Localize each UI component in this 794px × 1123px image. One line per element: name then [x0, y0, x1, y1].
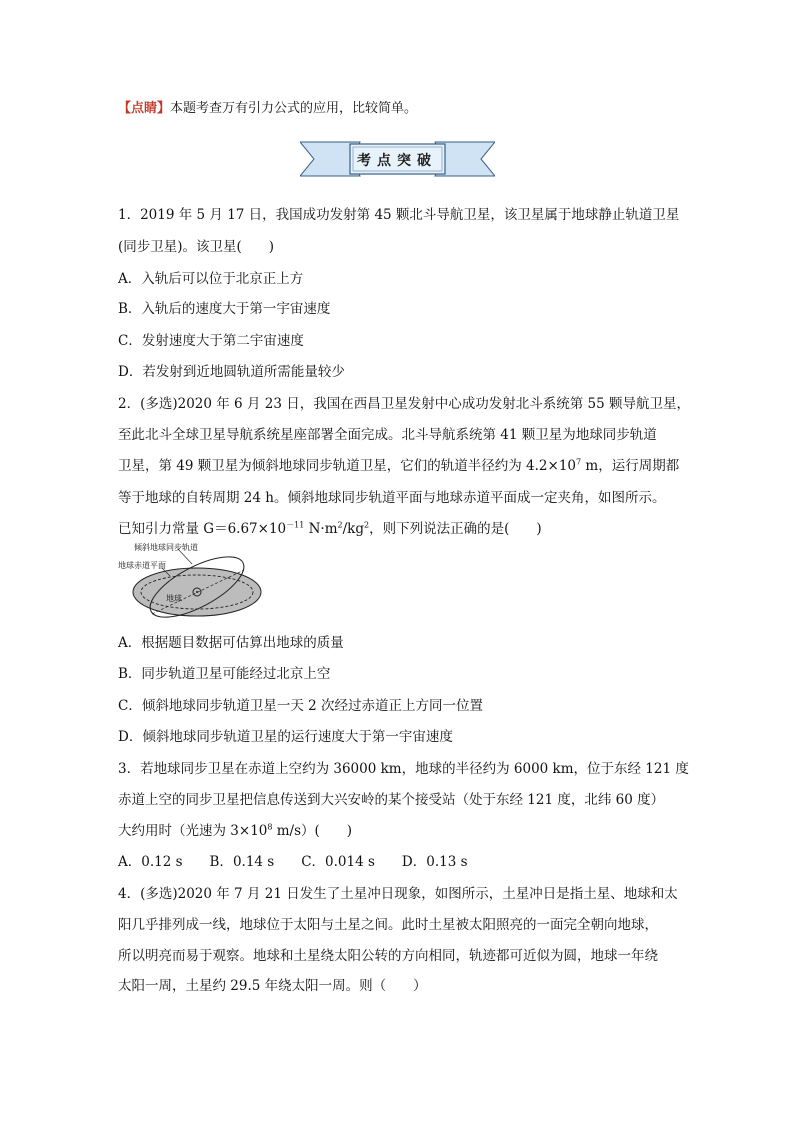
q2-line-5-text-c: /kg	[342, 521, 364, 537]
q3-exponent-8: 8	[267, 822, 273, 832]
q1-option-b: B．入轨后的速度大于第一宇宙速度	[118, 301, 331, 317]
q2-option-b: B．同步轨道卫星可能经过北京上空	[118, 666, 331, 682]
q4-line-1: 4．(多选)2020 年 7 月 21 日发生了土星冲日现象，如图所示，土星冲日是指土星、地球和太	[118, 886, 678, 902]
comment-note	[118, 100, 417, 118]
q2-exponent-kg2: 2	[363, 520, 370, 530]
q2-line-5-text-b: N·m	[304, 521, 338, 537]
q3-line-3-text-b: m/s）( )	[272, 823, 353, 839]
label-inclined-orbit: 倾斜地球同步轨道	[134, 543, 198, 552]
orbit-diagram	[118, 540, 276, 630]
q3-line-3-text-a: 大约用时（光速为 3×10	[118, 823, 268, 839]
q2-option-d: D．倾斜地球同步轨道卫星的运行速度大于第一宇宙速度	[118, 729, 453, 745]
q2-line-3-text-a: 卫星，第 49 颗卫星为倾斜地球同步轨道卫星，它们的轨道半径约为 4.2×10	[118, 458, 577, 474]
q4-line-2: 阳几乎排列成一线，地球位于太阳与土星之间。此时土星被太阳照亮的一面完全朝向地球，	[118, 917, 658, 933]
q3-line-1: 3．若地球同步卫星在赤道上空约为 36000 km，地球的半径约为 6000 km，位于东经 121 度	[118, 761, 689, 777]
q4-line-4: 太阳一周，土星约 29.5 年绕太阳一周。则（ ）	[118, 978, 427, 994]
q2-line-5-text-d: ，则下列说法正确的是( )	[369, 521, 542, 537]
label-earth: 地球	[166, 594, 182, 603]
q3-options: A．0.12 s B．0.14 s C．0.014 s D．0.13 s	[118, 854, 468, 870]
q1-option-c: C．发射速度大于第二宇宙速度	[118, 333, 304, 349]
q2-line-5	[118, 520, 542, 538]
q2-line-2: 至此北斗全球卫星导航系统星座部署全面完成。北斗导航系统第 41 颗卫星为地球同步轨道	[118, 427, 657, 443]
q1-line-1: 1．2019 年 5 月 17 日，我国成功发射第 45 颗北斗导航卫星，该卫星属于地球静止轨道卫星	[118, 207, 680, 223]
q2-option-a: A．根据题目数据可估算出地球的质量	[118, 635, 344, 651]
note-tag: 【点睛】	[118, 101, 171, 116]
q3-line-3	[118, 822, 352, 840]
q2-line-3	[118, 457, 679, 475]
orbit-figure	[118, 540, 276, 630]
label-equator-plane: 地球赤道平面	[118, 561, 166, 570]
note-text: 本题考查万有引力公式的应用，比较简单。	[170, 101, 418, 116]
q4-line-3: 所以明亮而易于观察。地球和土星绕太阳公转的方向相同，轨迹都可近似为圆，地球一年绕	[118, 948, 658, 964]
q2-line-4: 等于地球的自转周期 24 h。倾斜地球同步轨道平面与地球赤道平面成一定夹角，如图所示。	[118, 490, 666, 506]
q2-line-1: 2．(多选)2020 年 6 月 23 日，我国在西昌卫星发射中心成功发射北斗系统第 55 颗导航卫星，	[118, 396, 690, 412]
q1-option-d: D．若发射到近地圆轨道所需能量较少	[118, 364, 345, 380]
q3-line-2: 赤道上空的同步卫星把信息传送到大兴安岭的某个接受站（处于东经 121 度，北纬 60 度）	[118, 792, 665, 808]
q2-exponent-7: 7	[576, 457, 582, 467]
q2-line-5-text-a: 已知引力常量 G＝6.67×10	[118, 521, 287, 537]
q2-exponent-m2: 2	[337, 520, 343, 530]
q2-line-3-text-b: m，运行周期都	[581, 458, 680, 474]
q2-option-c: C．倾斜地球同步轨道卫星一天 2 次经过赤道正上方同一位置	[118, 698, 484, 714]
q2-exponent-neg11: －11	[286, 520, 305, 530]
q1-option-a: A．入轨后可以位于北京正上方	[118, 271, 304, 287]
section-banner-title: 考点突破	[357, 153, 437, 169]
q1-line-2: (同步卫星)。该卫星( )	[118, 239, 275, 255]
